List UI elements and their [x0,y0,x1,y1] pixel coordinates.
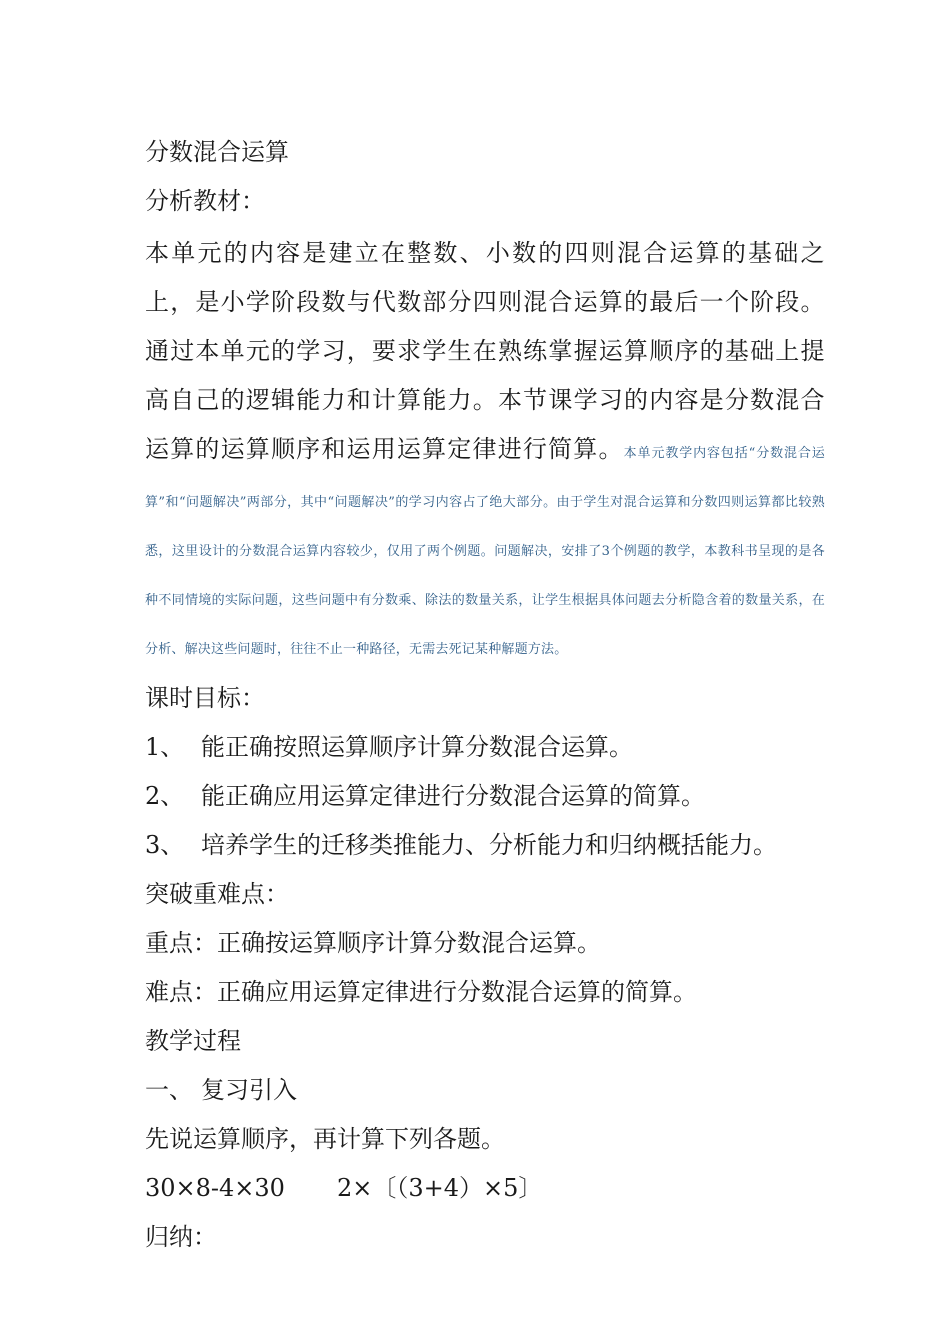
key-points-heading: 突破重难点： [145,880,289,908]
objectives-heading: 课时目标： [145,684,265,712]
objective-text: 能正确应用运算定律进行分数混合运算的简算。 [201,782,705,810]
objective-text: 能正确按照运算顺序计算分数混合运算。 [201,733,633,761]
objective-number: 3、 [145,831,185,859]
process-heading: 教学过程 [145,1027,241,1055]
objective-item [145,772,825,821]
step-heading [145,1066,825,1115]
step-instruction: 先说运算顺序，再计算下列各题。 [145,1125,505,1153]
objective-text: 培养学生的迁移类推能力、分析能力和归纳概括能力。 [201,831,777,859]
key-point: 重点：正确按运算顺序计算分数混合运算。 [145,929,601,957]
step-number: 一、 [145,1076,193,1104]
objective-item [145,723,825,772]
difficult-point: 难点：正确应用运算定律进行分数混合运算的简算。 [145,978,697,1006]
analysis-heading: 分析教材： [145,187,265,215]
objective-item [145,821,825,870]
objective-number: 2、 [145,782,185,810]
expression-1: 30×8-4×30 [145,1174,285,1202]
expression-2: 2×〔（3+4）×5〕 [336,1174,543,1202]
objective-number: 1、 [145,733,185,761]
document-title: 分数混合运算 [145,138,289,166]
analysis-note: 本单元教学内容包括“分数混合运算”和“问题解决”两部分，其中“问题解决”的学习内容占了绝大部分。由于学生对混合运算和分数四则运算都比较熟悉，这里设计的分数混合运算内容较少，仅用了两个例题。问题解决，安排了3个例题的教学，本教科书呈现的是各种不同情境的实际问题，这些问题中有分数乘、除法的数量关系，让学生根据具体问题去分析隐含着的数量关系，在分析、解决这些问题时，往往不止一种路径，无需去死记某种解题方法。 [145,446,825,657]
summary-label: 归纳： [145,1223,217,1251]
document-page [145,128,825,1262]
analysis-text: 本单元的内容是建立在整数、小数的四则混合运算的基础之上，是小学阶段数与代数部分四则混合运算的最后一个阶段。通过本单元的学习，要求学生在熟练掌握运算顺序的基础上提高自己的逻辑能力和计算能力。本节课学习的内容是分数混合运算的运算顺序和运用运算定律进行简算。 [145,239,825,463]
analysis-paragraph [145,229,825,670]
step-text: 复习引入 [201,1076,297,1104]
expression-row [145,1164,825,1213]
